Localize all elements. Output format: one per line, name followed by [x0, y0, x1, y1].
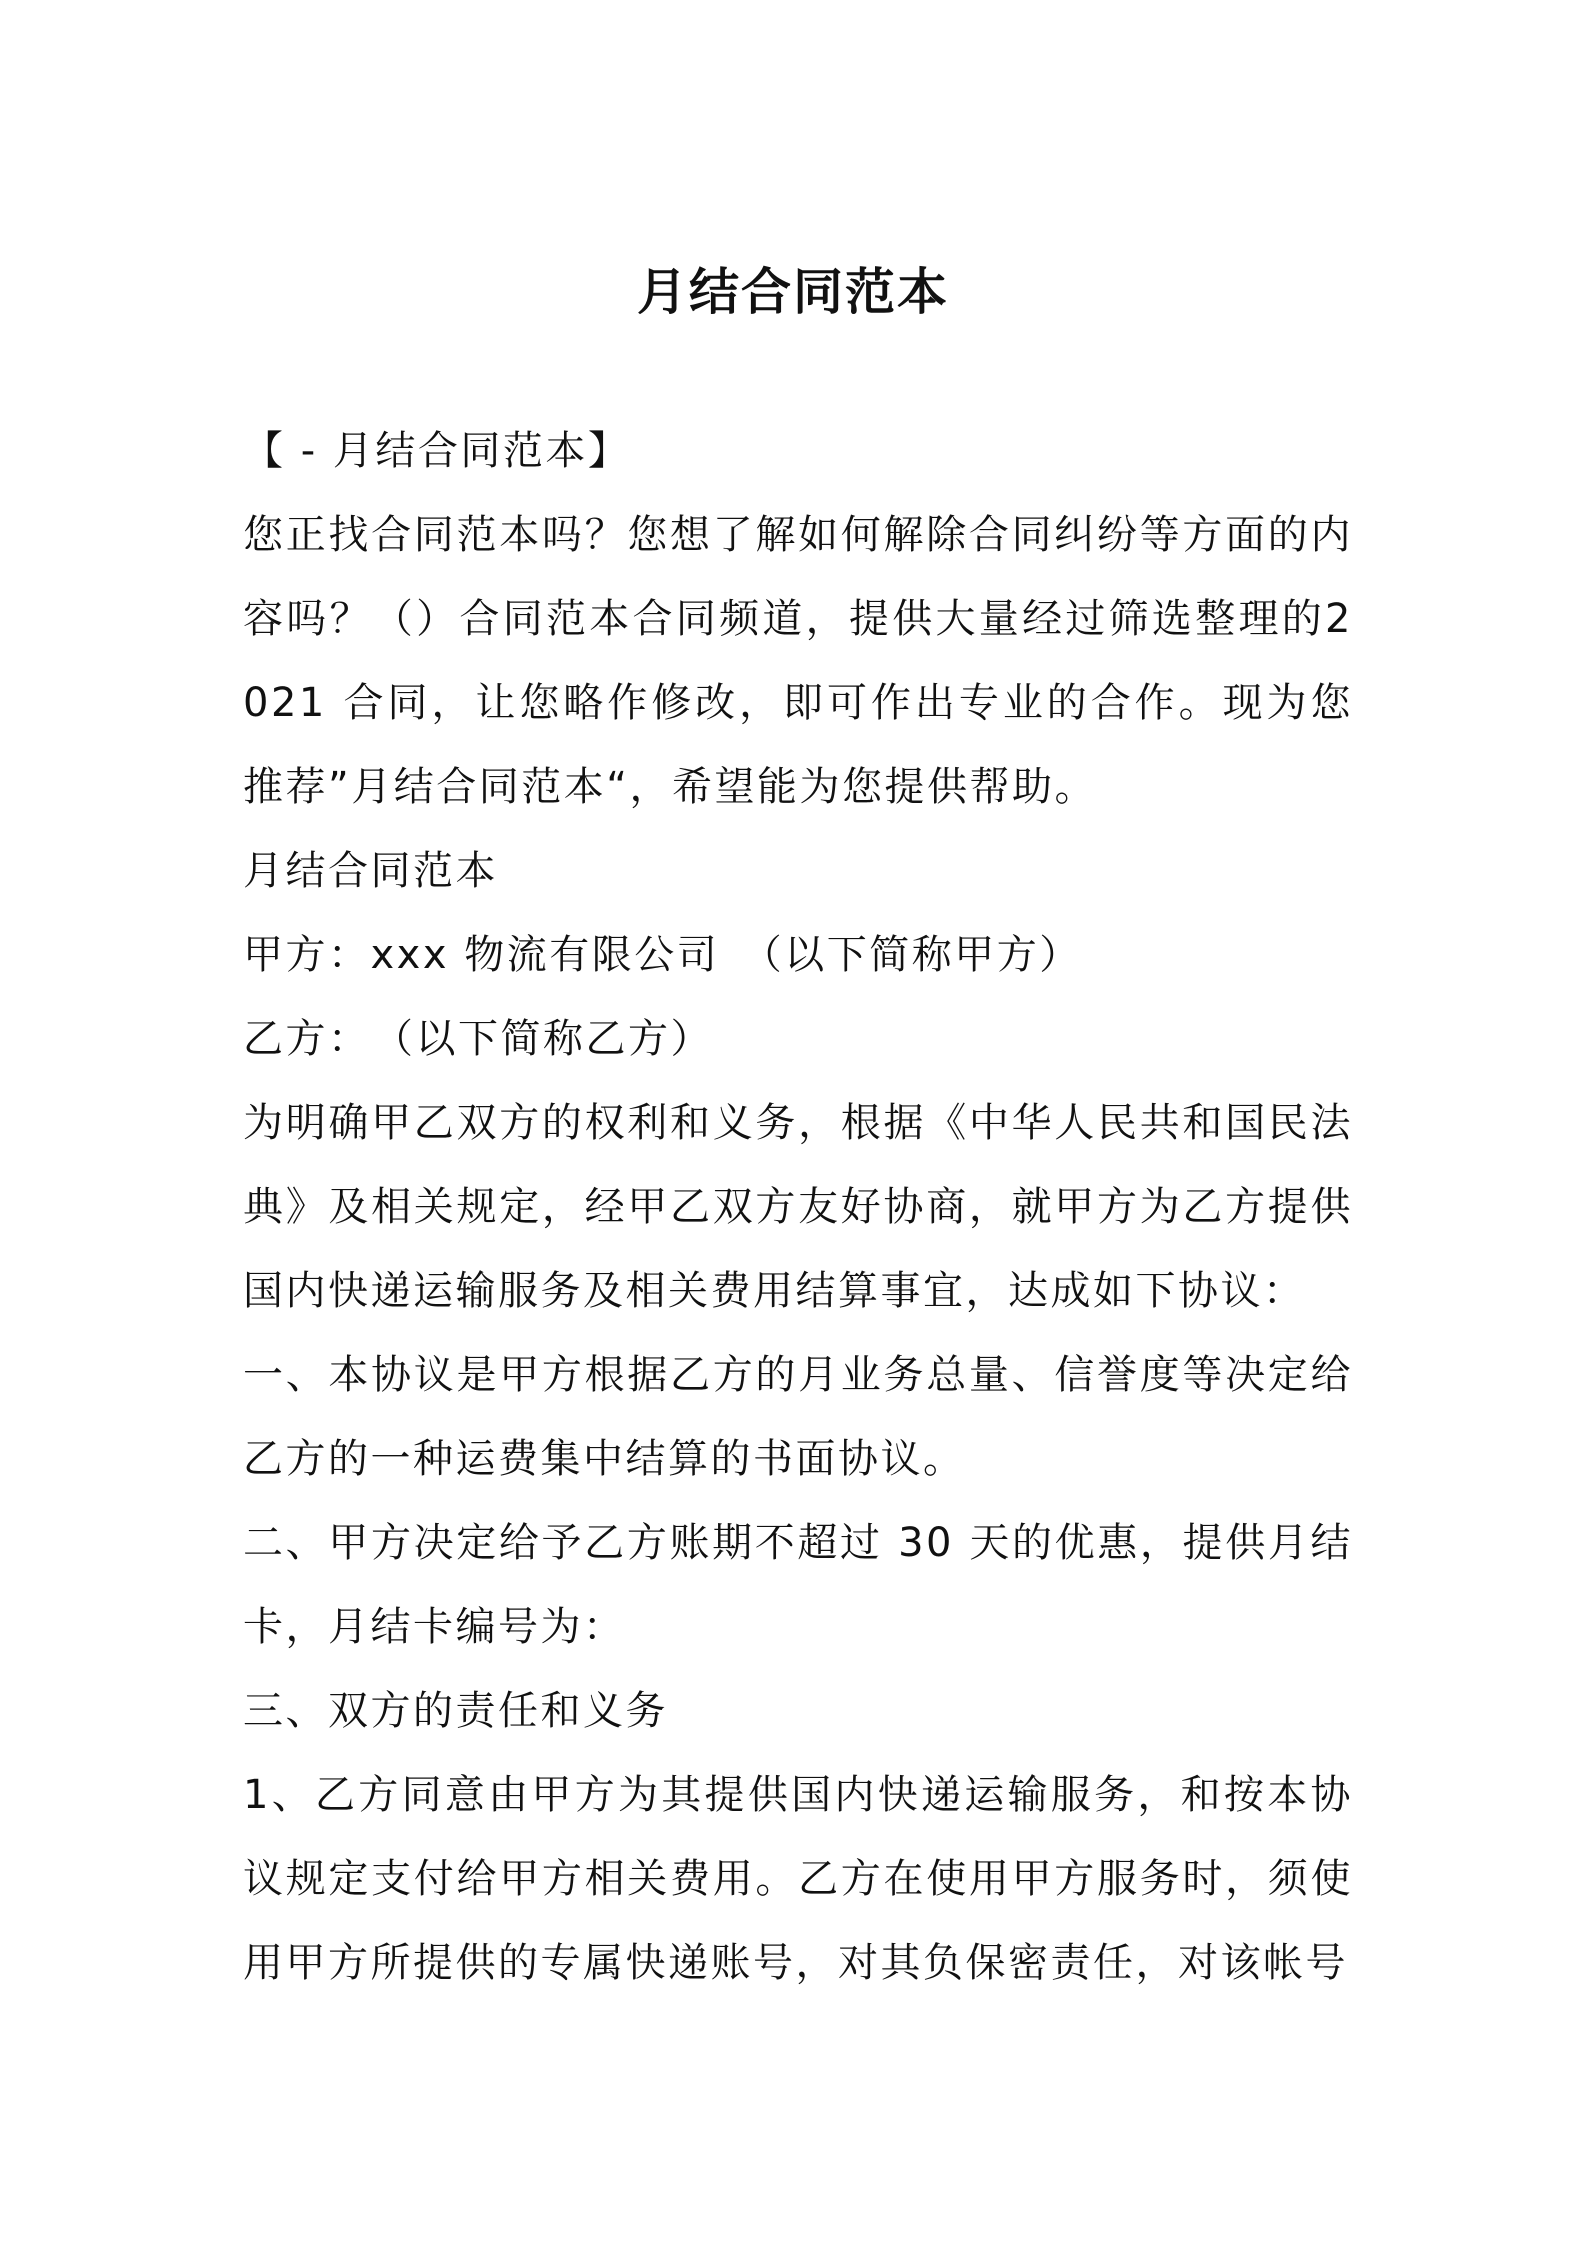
paragraph-clause-3-1: 1、乙方同意由甲方为其提供国内快递运输服务，和按本协议规定支付给甲方相关费用。乙方在使用甲方服务时，须使用甲方所提供的专属快递账号，对其负保密责任，对该帐号: [243, 1772, 1353, 1986]
paragraph-header: 【 - 月结合同范本】: [243, 428, 631, 474]
paragraph-party-b: 乙方： （以下简称乙方）: [243, 1016, 713, 1062]
paragraph-clause-3-heading: 三、双方的责任和义务: [243, 1688, 668, 1734]
paragraph-subtitle: 月结合同范本: [243, 848, 498, 894]
document-body: [243, 409, 1353, 2005]
paragraph-clause-1: 一、本协议是甲方根据乙方的月业务总量、信誉度等决定给乙方的一种运费集中结算的书面协议。: [243, 1352, 1353, 1482]
paragraph-clause-2: 二、甲方决定给予乙方账期不超过 30 天的优惠，提供月结卡，月结卡编号为：: [243, 1520, 1353, 1650]
paragraph-purpose: 为明确甲乙双方的权利和义务，根据《中华人民共和国民法典》及相关规定，经甲乙双方友好协商，就甲方为乙方提供国内快递运输服务及相关费用结算事宜，达成如下协议：: [243, 1100, 1353, 1314]
paragraph-party-a: 甲方：xxx 物流有限公司 （以下简称甲方）: [243, 932, 1082, 978]
paragraph-intro: 您正找合同范本吗？您想了解如何解除合同纠纷等方面的内容吗？（）合同范本合同频道，提供大量经过筛选整理的2021 合同，让您略作修改，即可作出专业的合作。现为您推荐”月结合同范本“，希望能为您提供帮助。: [243, 512, 1353, 810]
document-title: 月结合同范本: [637, 263, 949, 321]
